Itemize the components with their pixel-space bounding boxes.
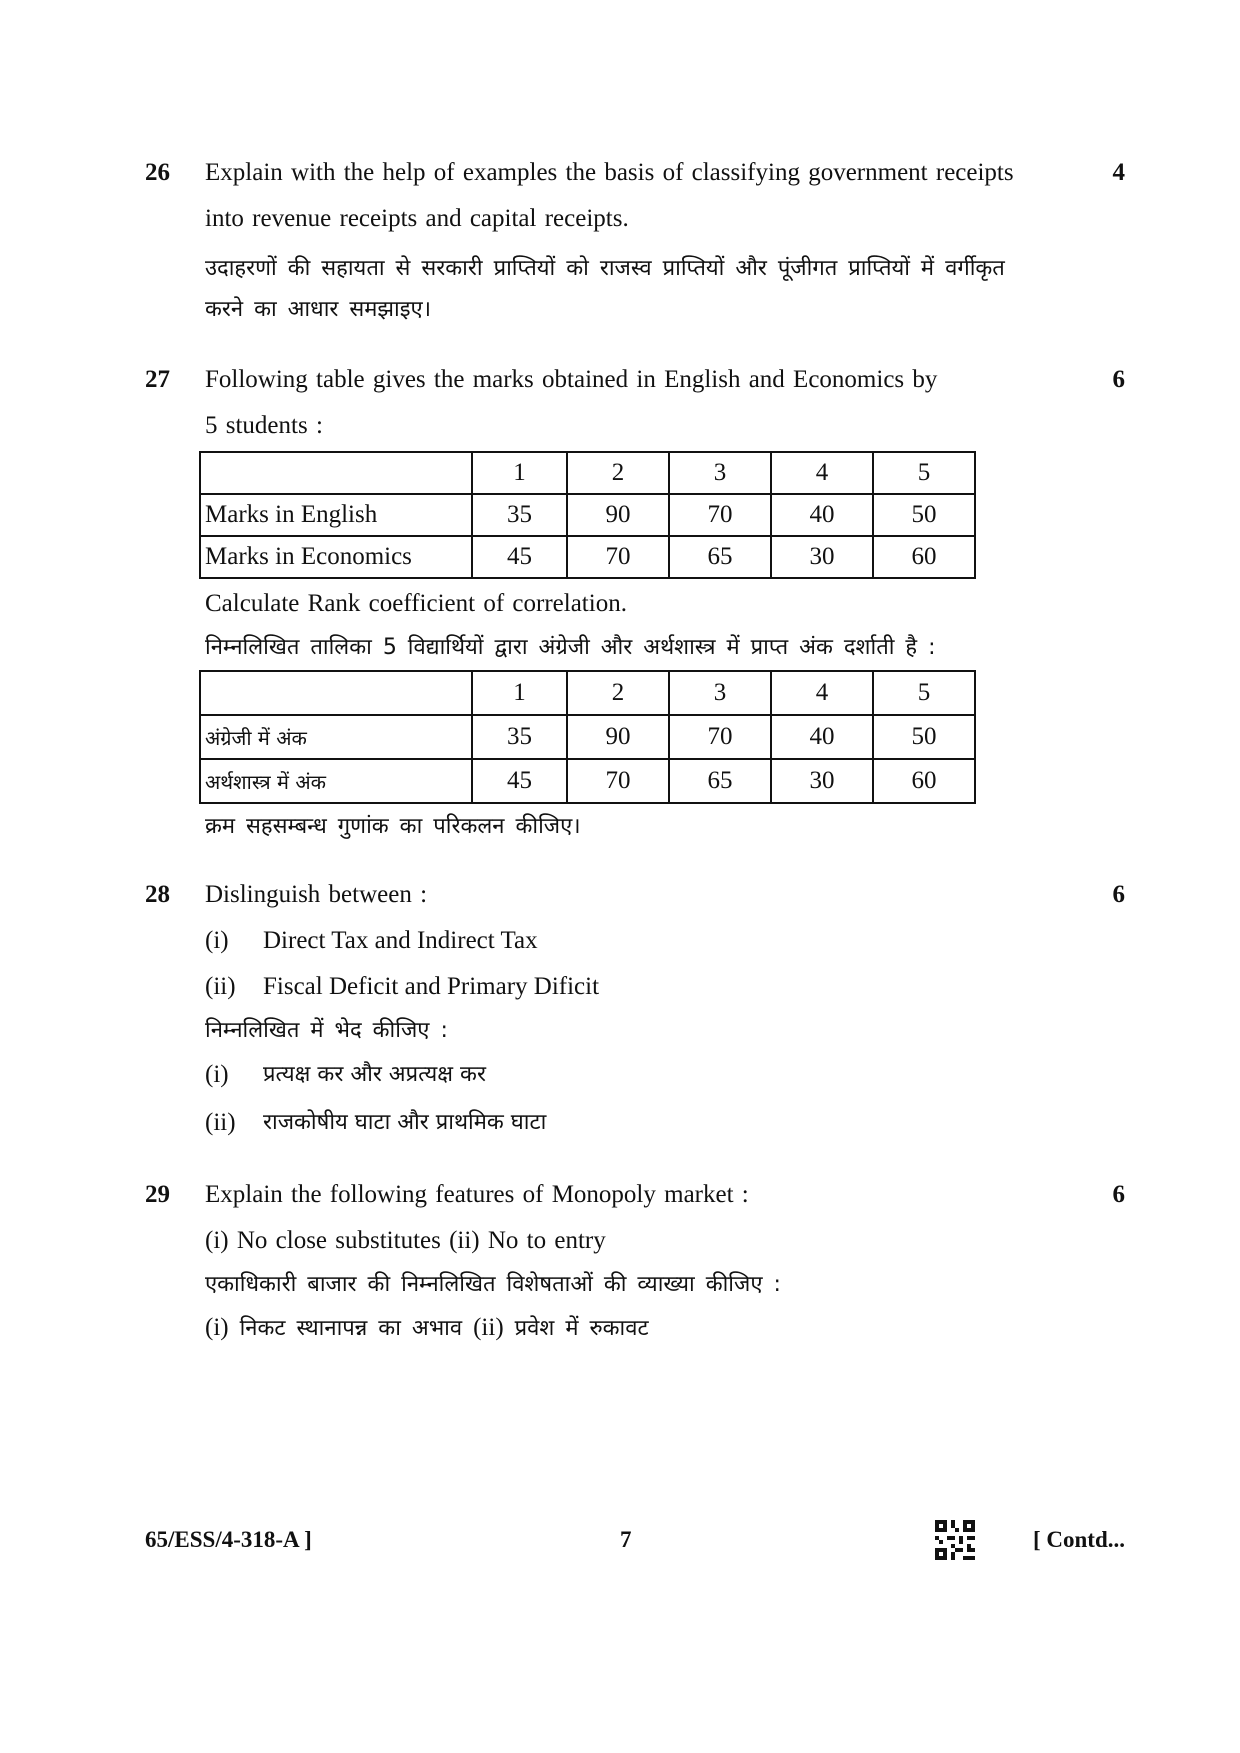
- question-body: [205, 1172, 1075, 1349]
- table-cell: 2: [567, 452, 669, 494]
- table-cell: अर्थशास्त्र में अंक: [200, 759, 472, 803]
- sub-question-text: राजकोषीय घाटा और प्राथमिक घाटा: [263, 1110, 547, 1135]
- table-cell: 60: [873, 759, 975, 803]
- question-text-line: Dislinguish between :: [205, 881, 428, 908]
- sub-question-label: (ii): [205, 1109, 236, 1136]
- sub-question-text: Direct Tax and Indirect Tax: [263, 927, 538, 954]
- table-header-row: [200, 452, 975, 494]
- question-text-line: Explain the following features of Monopoly market :: [205, 1181, 749, 1208]
- question-number: 28: [145, 881, 170, 908]
- table-row: [200, 536, 975, 578]
- table-row: [200, 715, 975, 759]
- table-cell: 70: [669, 494, 771, 536]
- table-cell: 30: [771, 536, 873, 578]
- sub-question-label: (ii): [205, 973, 236, 1000]
- question-text-line: Following table gives the marks obtained in English and Economics by: [205, 366, 938, 393]
- table-cell: 65: [669, 759, 771, 803]
- table-row: [200, 759, 975, 803]
- table-cell: 90: [567, 494, 669, 536]
- sub-question-label: (i): [205, 927, 229, 954]
- table-cell: 45: [472, 536, 567, 578]
- sub-question-text: प्रत्यक्ष कर और अप्रत्यक्ष कर: [263, 1062, 486, 1087]
- table-cell: 30: [771, 759, 873, 803]
- table-cell: [200, 671, 472, 715]
- question-marks: 4: [1112, 159, 1125, 186]
- page-number: 7: [620, 1527, 632, 1552]
- table-cell: 50: [873, 494, 975, 536]
- table-cell: 70: [669, 715, 771, 759]
- question-text-hindi-line: निम्नलिखित में भेद कीजिए :: [205, 1018, 448, 1043]
- question-text-hindi-line: उदाहरणों की सहायता से सरकारी प्राप्तियों को राजस्व प्राप्तियों और पूंजीगत प्राप्तियों में वर्गीकृत: [205, 256, 1005, 281]
- question-text-hindi-line: करने का आधार समझाइए।: [205, 297, 432, 322]
- table-cell: 5: [873, 671, 975, 715]
- question-marks: 6: [1112, 881, 1125, 908]
- question-body: [205, 357, 1075, 847]
- question-text-line: Explain with the help of examples the basis of classifying government receipts: [205, 159, 1014, 186]
- question-text-hindi-mixed: [205, 1307, 1075, 1349]
- table-cell: 1: [472, 452, 567, 494]
- table-cell: 2: [567, 671, 669, 715]
- table-cell: 35: [472, 494, 567, 536]
- question-body: [205, 150, 1075, 330]
- question-instruction: Calculate Rank coefficient of correlation.: [205, 590, 627, 617]
- question-instruction-hindi: क्रम सहसम्बन्ध गुणांक का परिकलन कीजिए।: [205, 814, 581, 839]
- table-cell: 65: [669, 536, 771, 578]
- table-header-row: [200, 671, 975, 715]
- question-text-hindi-line: निम्नलिखित तालिका 5 विद्यार्थियों द्वारा अंग्रेजी और अर्थशास्त्र में प्राप्त अंक दर्शाती है :: [205, 635, 936, 660]
- table-cell: 4: [771, 452, 873, 494]
- table-cell: 50: [873, 715, 975, 759]
- question-text-line: (i) No close substitutes (ii) No to entry: [205, 1227, 606, 1254]
- sub-question-text: निकट स्थानापन्न का अभाव: [239, 1316, 463, 1341]
- table-cell: 70: [567, 536, 669, 578]
- table-row: [200, 494, 975, 536]
- table-cell: 5: [873, 452, 975, 494]
- sub-question-text: Fiscal Deficit and Primary Dificit: [263, 973, 600, 1000]
- table-cell: 4: [771, 671, 873, 715]
- sub-question-hindi: [205, 1099, 1075, 1147]
- question-text-line: into revenue receipts and capital receipts.: [205, 205, 629, 232]
- table-cell: 40: [771, 494, 873, 536]
- question-marks: 6: [1112, 1181, 1125, 1208]
- sub-question: [205, 964, 1075, 1010]
- qr-code-icon: [935, 1520, 975, 1560]
- paper-code: 65/ESS/4-318-A ]: [145, 1527, 312, 1552]
- table-cell: अंग्रेजी में अंक: [200, 715, 472, 759]
- table-cell: 70: [567, 759, 669, 803]
- question-number: 26: [145, 159, 170, 186]
- sub-question-label: (i): [205, 1314, 229, 1341]
- table-cell: 90: [567, 715, 669, 759]
- table-cell: Marks in English: [200, 494, 472, 536]
- table-cell: 1: [472, 671, 567, 715]
- question-text-hindi-line: एकाधिकारी बाजार की निम्नलिखित विशेषताओं की व्याख्या कीजिए :: [205, 1272, 781, 1297]
- table-cell: 35: [472, 715, 567, 759]
- question-number: 29: [145, 1181, 170, 1208]
- sub-question-label: (i): [205, 1061, 229, 1088]
- marks-table-english: [199, 451, 976, 579]
- table-cell: 60: [873, 536, 975, 578]
- sub-question: [205, 918, 1075, 964]
- table-cell: Marks in Economics: [200, 536, 472, 578]
- question-body: [205, 872, 1075, 1147]
- table-cell: 40: [771, 715, 873, 759]
- marks-table-hindi: [199, 670, 976, 804]
- table-cell: 3: [669, 671, 771, 715]
- sub-question-text: प्रवेश में रुकावट: [514, 1316, 649, 1341]
- page-footer: [145, 1520, 1125, 1560]
- sub-question-label: (ii): [473, 1314, 504, 1341]
- continued-marker: [ Contd...: [1032, 1527, 1125, 1552]
- table-cell: 45: [472, 759, 567, 803]
- question-marks: 6: [1112, 366, 1125, 393]
- question-text-line: 5 students :: [205, 412, 323, 439]
- question-number: 27: [145, 366, 170, 393]
- table-cell: 3: [669, 452, 771, 494]
- table-cell: [200, 452, 472, 494]
- sub-question-hindi: [205, 1051, 1075, 1099]
